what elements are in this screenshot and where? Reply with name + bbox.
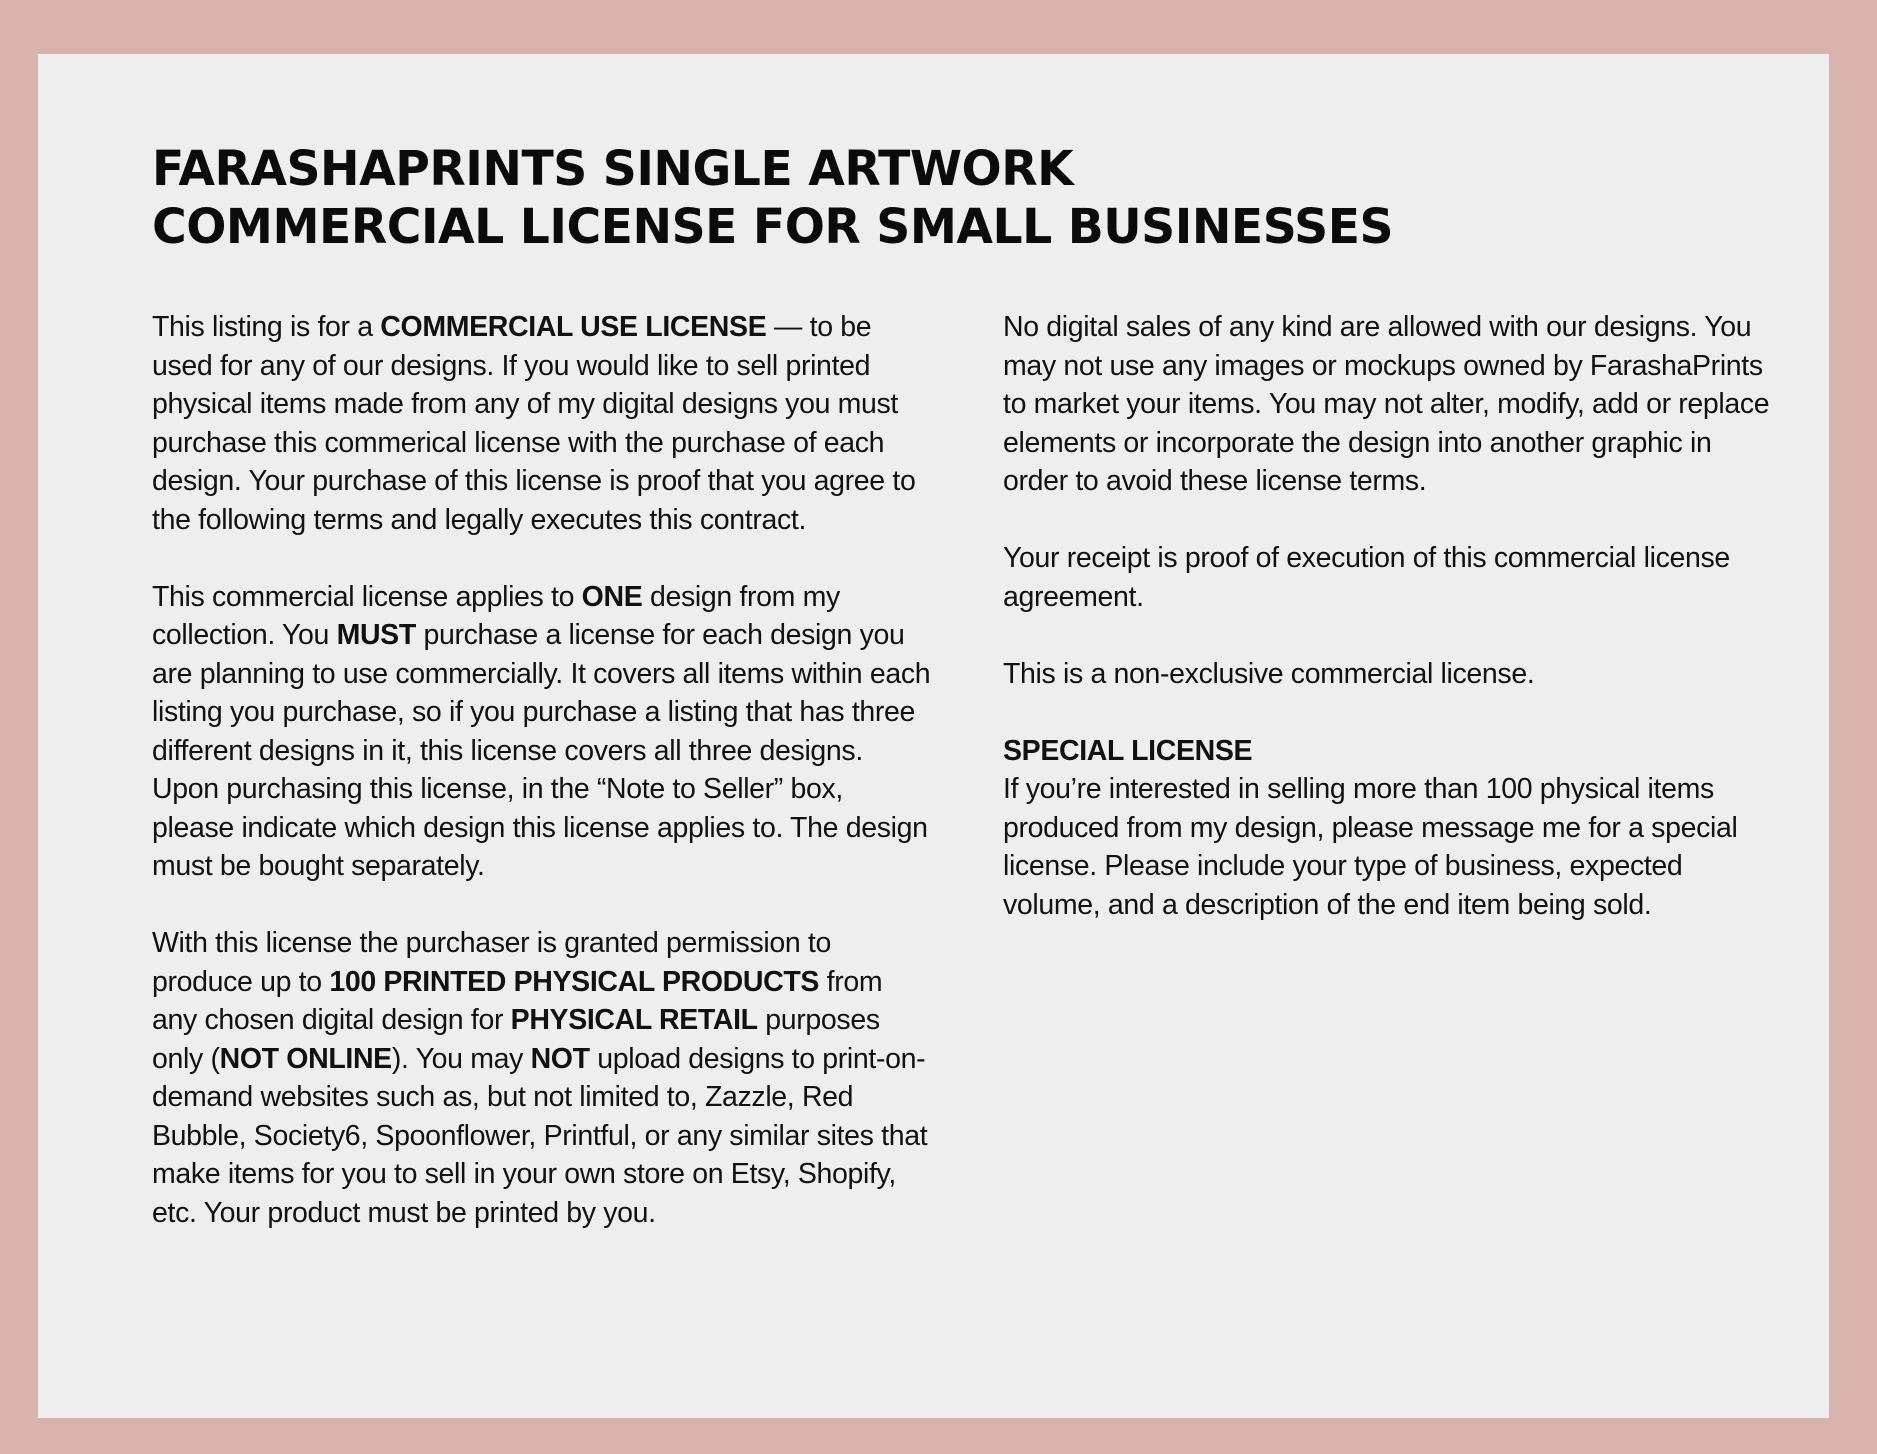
special-license-heading: SPECIAL LICENSE <box>1003 734 1253 767</box>
text-segment: This listing is for a <box>152 311 381 343</box>
right-column <box>1003 308 1773 963</box>
emphasis-must: MUST <box>336 619 416 651</box>
text-segment: With this license the purchaser is granted permission to produce up to <box>152 927 831 998</box>
paragraph-receipt-proof: Your receipt is proof of execution of this commercial license agreement. <box>1003 542 1730 613</box>
paragraph-no-digital-sales: No digital sales of any kind are allowed with our designs. You may not use any images or mockups owned by FarashaPrints to market your items. You may not alter, modify, add or replace elements or incorporate the design into another graphic in order to avoid these license terms. <box>1003 311 1770 497</box>
text-segment: ). You may <box>391 1042 531 1075</box>
text-segment: purposes only ( <box>152 1004 880 1075</box>
text-segment: from any chosen digital design for <box>152 965 883 1036</box>
left-column <box>152 308 932 1271</box>
paragraph-special-license <box>1003 732 1773 925</box>
emphasis-not-online: NOT ONLINE <box>219 1042 392 1075</box>
text-segment: purchase a license for each design you are planning to use commercially. It covers all items within each listing you purchase, so if you purchase a listing that has three different designs in it, this license covers all three designs. Upon purchasing this license, in the “Note to Seller” box, please indicate which design this license applies to. The design must be bought separately. <box>152 619 931 882</box>
text-segment: upload designs to print-on-demand websites such as, but not limited to, Zazzle, Red Bubble, Society6, Spoonflower, Printful, or any similar sites that make items for you to sell in your own store on Etsy, Shopify, etc. Your product must be printed by you. <box>152 1042 928 1229</box>
text-segment: This commercial license applies to <box>152 580 582 613</box>
paragraph-one-design <box>152 578 932 886</box>
emphasis-not: NOT <box>530 1042 590 1075</box>
paragraph-non-exclusive: This is a non-exclusive commercial license. <box>1003 657 1535 690</box>
paragraph-permission <box>152 924 932 1232</box>
paragraph-license-intro <box>152 308 932 539</box>
title-line-2: COMMERCIAL LICENSE FOR SMALL BUSINESSES <box>152 199 1394 255</box>
emphasis-commercial-use-license: COMMERCIAL USE LICENSE <box>380 311 767 343</box>
text-segment: — to be used for any of our designs. If you would like to sell printed physical items made from any of my digital designs you must purchase this commerical license with the purchase of each design. Your purchase of this license is proof that you agree to the following terms and legally executes this contract. <box>152 311 916 536</box>
title-line-1: FARASHAPRINTS SINGLE ARTWORK <box>152 141 1074 197</box>
text-segment: design from my collection. You <box>152 580 840 651</box>
page-title <box>152 140 1393 256</box>
license-sheet <box>38 54 1829 1418</box>
emphasis-100-printed-products: 100 PRINTED PHYSICAL PRODUCTS <box>329 965 820 998</box>
emphasis-one: ONE <box>581 580 643 613</box>
special-license-body: If you’re interested in selling more than 100 physical items produced from my design, please message me for a special license. Please include your type of business, expected volume, and a description of the end item being sold. <box>1003 773 1738 921</box>
emphasis-physical-retail: PHYSICAL RETAIL <box>510 1004 758 1036</box>
